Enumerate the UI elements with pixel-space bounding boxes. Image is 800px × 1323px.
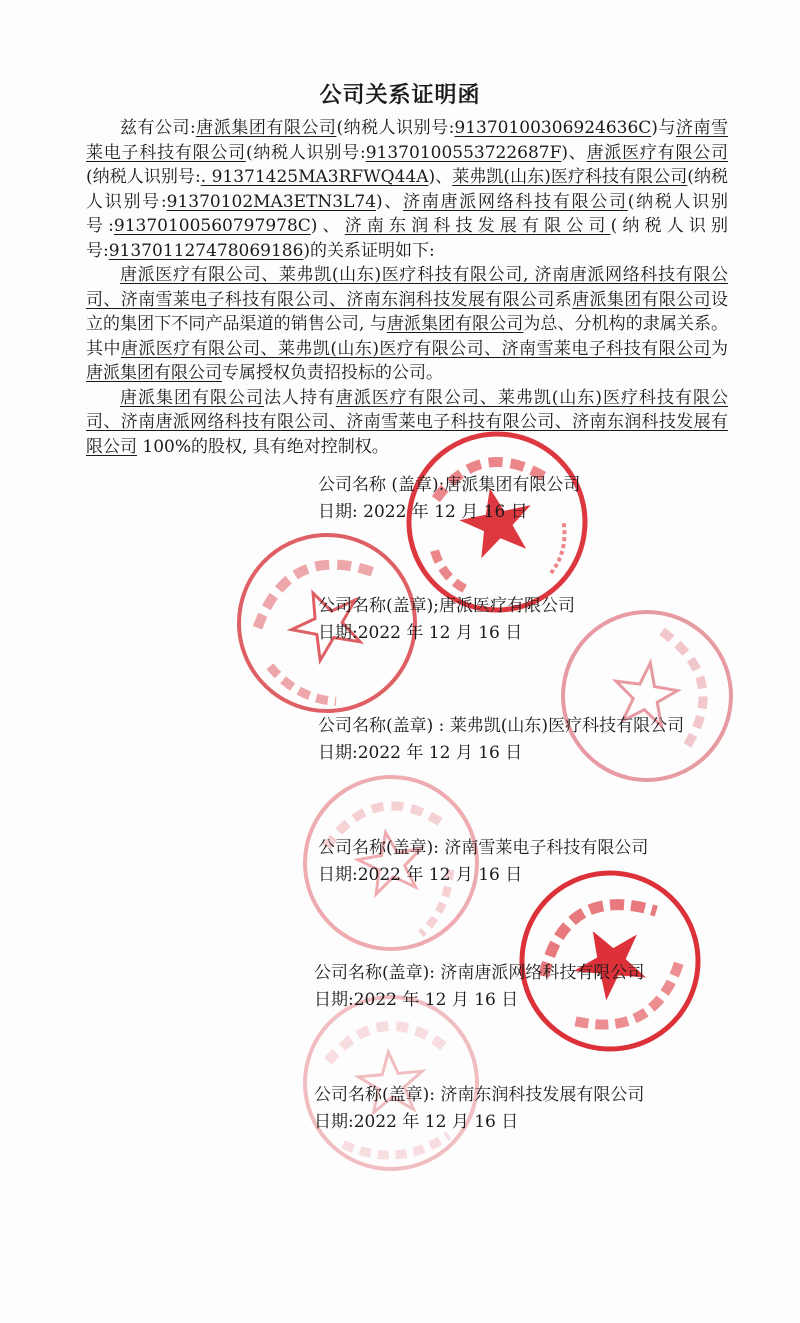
signature-date: 日期:2022 年 12 月 16 日 (318, 623, 523, 643)
tax-id: 91370100553722687F (365, 142, 562, 163)
connector-text: )、 (310, 216, 345, 236)
signature-date: 日期:2022 年 12 月 16 日 (314, 990, 519, 1010)
signature-block-laifukai (318, 713, 684, 767)
connector-text: )、 (428, 167, 453, 187)
tax-label: (纳税人识别号: (245, 142, 366, 163)
connector-text: 100%的股权, 具有绝对控制权。 (137, 436, 389, 457)
company-name: 唐派集团有限公司 (86, 363, 222, 383)
tax-id: 91370100560797978C (113, 216, 311, 236)
connector-text: )、 (376, 191, 404, 212)
company-list: 唐派医疗有限公司、莱弗凯(山东)医疗科技有限公司、济南唐派网络科技有限公司、济南雪莱电子科技有限公司、济南东润科技发展有限公司 (86, 387, 728, 457)
signature-block-tangpai-network (314, 960, 644, 1014)
company-name: 唐派集团有限公司 (572, 289, 712, 310)
connector-text: 为总、分机构的隶属关系。其中 (86, 314, 729, 359)
signature-block-tangpai-group (318, 472, 580, 526)
document-body (86, 116, 728, 459)
document-title: 公司关系证明函 (319, 83, 481, 108)
company-name: 济南东润科技发展有限公司 (344, 216, 611, 236)
signature-date: 日期:2022 年 12 月 16 日 (318, 865, 523, 885)
signature-company: 公司名称(盖章);唐派医疗有限公司 (318, 596, 575, 616)
company-list: 唐派医疗有限公司、莱弗凯(山东)医疗有限公司、济南雪莱电子科技有限公司 (120, 338, 711, 359)
signature-date: 日期: 2022 年 12 月 16 日 (318, 502, 528, 522)
company-name: 济南唐派网络科技有限公司 (403, 191, 628, 212)
connector-text: )、 (561, 142, 587, 163)
signature-company: 公司名称(盖章): 济南唐派网络科技有限公司 (314, 963, 645, 983)
company-name: 唐派医疗有限公司 (586, 142, 729, 163)
tax-label: (纳税人识别号: (86, 191, 729, 236)
tax-id: 91370100306924636C (454, 118, 652, 138)
tax-label: (纳税人识别号: (336, 118, 455, 138)
signature-company: 公司名称(盖章) : 莱弗凯(山东)医疗科技有限公司 (318, 716, 685, 736)
signature-block-xuelai (318, 835, 648, 889)
company-name: 莱弗凯(山东)医疗科技有限公司 (452, 167, 688, 187)
connector-text: 专属授权负责招投标的公司。 (222, 363, 443, 383)
company-name: 唐派集团有限公司 (120, 387, 264, 408)
connector-text: )与 (651, 118, 676, 138)
signature-block-tangpai-medical (318, 593, 575, 647)
connector-text: 设立的集团下不同产品渠道的销售公司, 与 (86, 289, 729, 334)
tax-id: 913701127478069186 (108, 240, 304, 261)
connector-text: )的关系证明如下: (303, 240, 435, 261)
connector-text: 法人持有 (263, 387, 336, 408)
company-name: 唐派集团有限公司 (386, 314, 524, 334)
tax-label: (纳税人识别号: (86, 216, 728, 261)
signature-company: 公司名称(盖章): 济南东润科技发展有限公司 (314, 1085, 645, 1105)
company-name: 唐派集团有限公司 (195, 118, 337, 138)
connector-text: 为 (711, 338, 728, 359)
signature-block-dongrun (314, 1082, 644, 1136)
intro-label: 兹有公司: (120, 118, 196, 138)
signature-company: 公司名称 (盖章):唐派集团有限公司 (318, 475, 581, 495)
tax-label: (纳税人识别号: (86, 167, 201, 187)
paragraph-intro (86, 116, 728, 263)
connector-text: 系 (554, 289, 573, 310)
tax-id: . 91371425MA3RFWQ44A (200, 167, 429, 187)
company-name: 济南雪莱电子科技有限公司 (86, 118, 728, 163)
company-list: 唐派医疗有限公司、莱弗凯(山东)医疗科技有限公司, 济南唐派网络科技有限公司、济南雪莱电子科技有限公司、济南东润科技发展有限公司 (86, 265, 728, 310)
tax-label: (纳税人识别号: (86, 167, 729, 212)
paragraph-relationship (86, 263, 728, 386)
signature-date: 日期:2022 年 12 月 16 日 (314, 1112, 519, 1132)
signature-company: 公司名称(盖章): 济南雪莱电子科技有限公司 (318, 838, 649, 858)
tax-id: 91370102MA3ETN3L74 (166, 191, 377, 212)
signature-date: 日期:2022 年 12 月 16 日 (318, 743, 523, 763)
